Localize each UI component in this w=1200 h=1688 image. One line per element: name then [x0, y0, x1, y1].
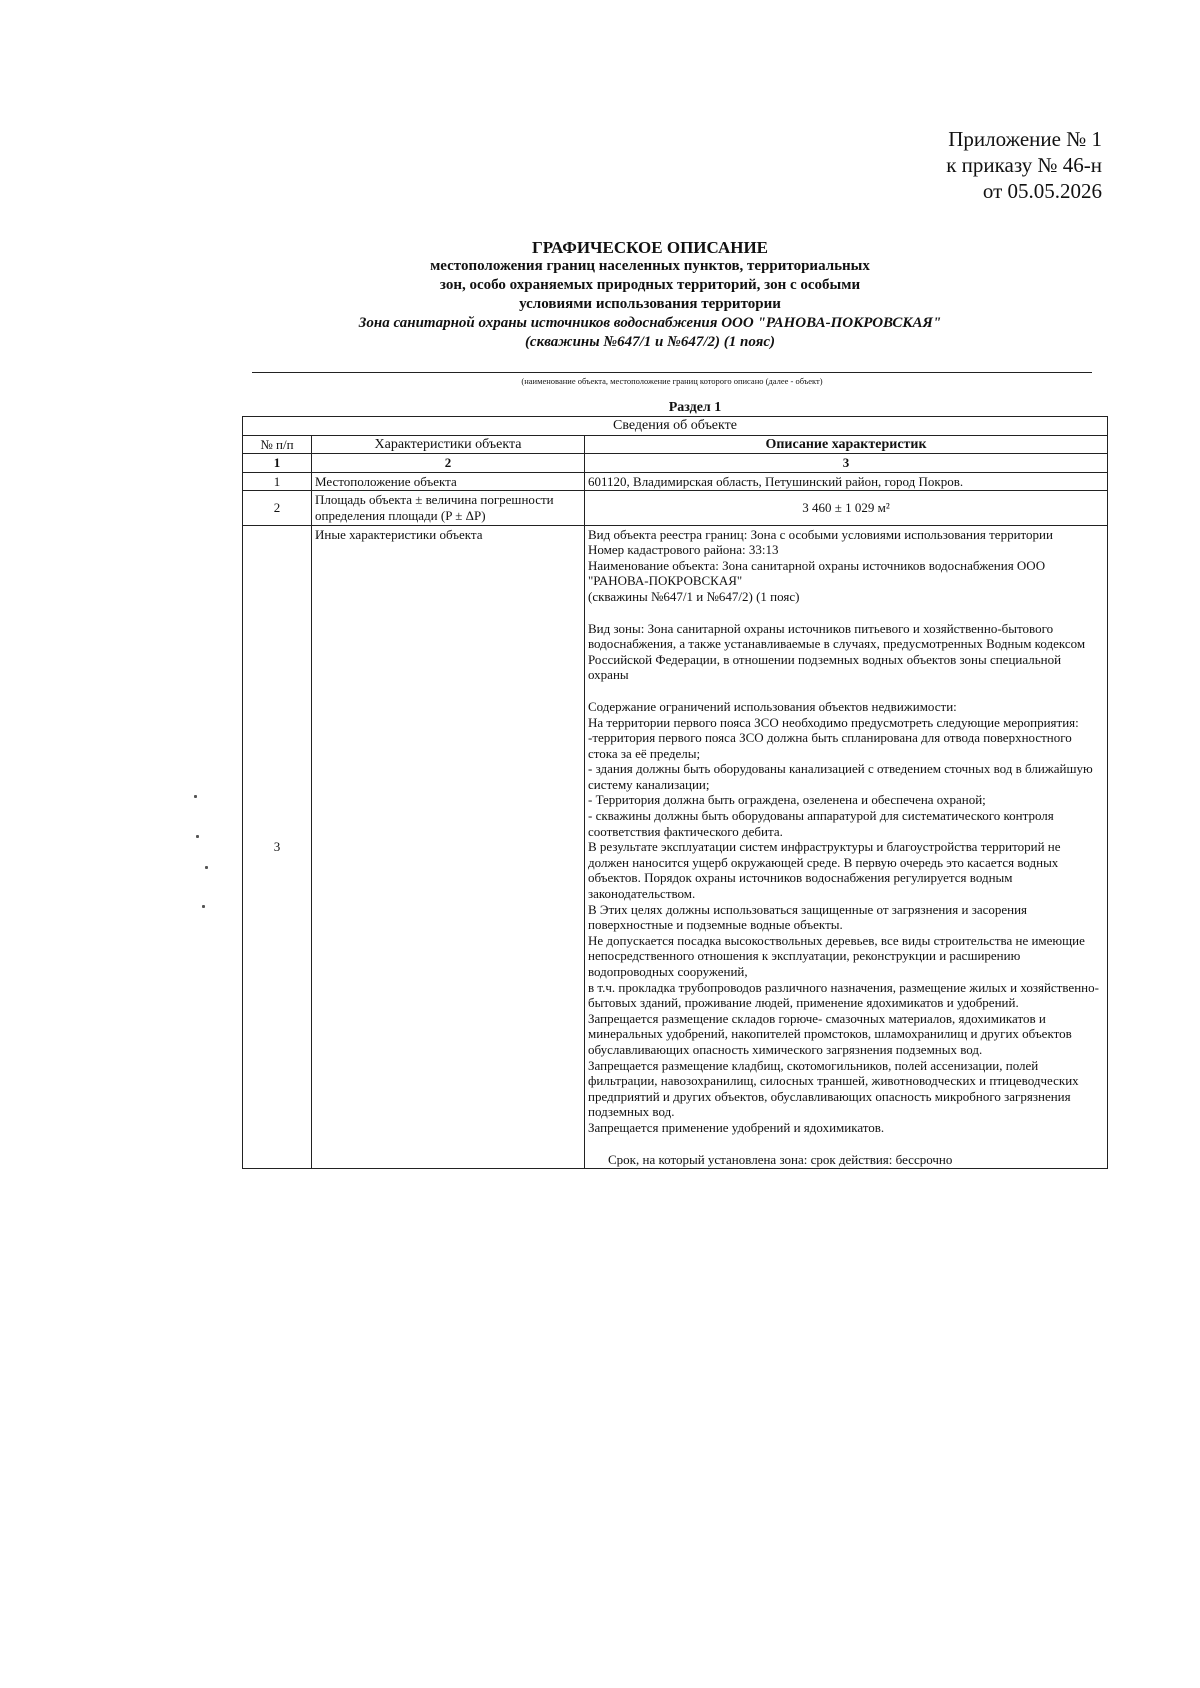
margin-mark: [194, 795, 197, 798]
row-1-characteristic: Местоположение объекта: [312, 472, 585, 491]
title-sub-2: зон, особо охраняемых природных территорий, зон с особыми: [439, 277, 861, 293]
row-3-characteristic: Иные характеристики объекта: [312, 525, 585, 1169]
column-number-1: 1: [243, 454, 312, 473]
description-paragraph: -территория первого пояса ЗСО должна быть спланирована для отвода поверхностного стока за её пределы;: [588, 730, 1072, 761]
column-number-2: 2: [312, 454, 585, 473]
header-num: № п/п: [243, 435, 312, 454]
description-paragraph: в т.ч. прокладка трубопроводов различного назначения, размещение жилых и хозяйственно-бытовых зданий, проживание людей, применение ядохимикатов и удобрений.: [588, 979, 1099, 1011]
row-1-num: 1: [243, 472, 312, 491]
description-paragraph: Не допускается посадка высокоствольных деревьев, все виды строительства не имеющие непосредственного отношения к эксплуатации, реконструкции и расширению водопроводных сооружений,: [588, 932, 1085, 979]
table-row: [243, 472, 1108, 491]
header-characteristic: Характеристики объекта: [312, 435, 585, 454]
row-2-description: 3 460 ± 1 029 м²: [585, 491, 1108, 525]
description-paragraph: На территории первого пояса ЗСО необходимо предусмотреть следующие мероприятия:: [588, 714, 1079, 730]
row-2-num: 2: [243, 491, 312, 525]
appendix-line-1: Приложение № 1: [948, 127, 1102, 151]
paragraph-gap: [588, 683, 1104, 699]
appendix-line-3: от 05.05.2026: [982, 179, 1102, 203]
description-paragraph: Запрещается размещение складов горюче- смазочных материалов, ядохимикатов и минеральных удобрений, накопителей промстоков, шламохранилищ и других объектов обуславливающих опасность химического загрязнения подземных вод.: [588, 1010, 1072, 1057]
table-row: [243, 525, 1108, 1169]
row-3-description-paragraphs: [588, 527, 1104, 1152]
description-paragraph: В результате эксплуатации систем инфраструктуры и благоустройства территорий не должен наносится ущерб окружающей среде. В первую очередь это касается водных объектов. Порядок охраны источников водоснабжения регулируется водным законодательством.: [588, 839, 1061, 902]
description-paragraph: (скважины №647/1 и №647/2) (1 пояс): [588, 588, 800, 604]
table-header-row: [243, 435, 1108, 454]
description-paragraph: Содержание ограничений использования объектов недвижимости:: [588, 698, 957, 714]
appendix-header: [946, 126, 1102, 204]
column-number-row: [243, 454, 1108, 473]
zone-term: Срок, на который установлена зона: срок действия: бессрочно: [608, 1151, 953, 1167]
description-paragraph: - скважины должны быть оборудованы аппаратурой для систематического контроля соответствия фактического дебита.: [588, 808, 1054, 839]
object-info-table: [242, 416, 1108, 1169]
table-title-row: [243, 417, 1108, 436]
section-label: Раздел 1: [668, 400, 722, 415]
description-paragraph: Номер кадастрового района: 33:13: [588, 542, 779, 558]
margin-mark: [202, 905, 205, 908]
description-paragraph: - здания должны быть оборудованы канализацией с отведением сточных вод в ближайшую систему канализации;: [588, 761, 1093, 792]
row-3-num: 3: [243, 525, 312, 1169]
description-paragraph: В Этих целях должны использоваться защищенные от загрязнения и засорения поверхностные и подземные водные объекты.: [588, 901, 1028, 933]
paragraph-gap: [588, 1136, 1104, 1152]
header-description: Описание характеристик: [585, 435, 1108, 454]
table-title: Сведения об объекте: [243, 417, 1108, 436]
document-title: [240, 238, 1060, 352]
paragraph-gap: [588, 605, 1104, 621]
description-paragraph: Наименование объекта: Зона санитарной охраны источников водоснабжения ООО "РАНОВА-ПОКРОВСКАЯ": [588, 557, 1046, 589]
description-paragraph: Вид зоны: Зона санитарной охраны источников питьевого и хозяйственно-бытового водоснабжения, а также устанавливаемые в случаях, предусмотренных Водным кодексом Российской Федерации, в отношении подземных водных объектов зоны специальной охраны: [588, 620, 1086, 683]
object-name-1: Зона санитарной охраны источников водоснабжения ООО "РАНОВА-ПОКРОВСКАЯ": [358, 315, 942, 331]
margin-mark: [196, 835, 199, 838]
description-paragraph: Вид объекта реестра границ: Зона с особыми условиями использования территории: [588, 526, 1053, 542]
object-name-2: (скважины №647/1 и №647/2) (1 пояс): [524, 334, 776, 350]
margin-mark: [205, 866, 208, 869]
title-caption: (наименование объекта, местоположение границ которого описано (далее - объект): [521, 376, 823, 386]
description-paragraph: - Территория должна быть ограждена, озеленена и обеспечена охраной;: [588, 792, 986, 808]
row-3-description: [585, 525, 1108, 1169]
title-underline: [252, 372, 1092, 373]
description-paragraph: Запрещается применение удобрений и ядохимикатов.: [588, 1119, 885, 1135]
title-sub-1: местоположения границ населенных пунктов, территориальных: [430, 258, 870, 274]
table-row: [243, 491, 1108, 525]
row-1-description: 601120, Владимирская область, Петушинский район, город Покров.: [585, 472, 1108, 491]
appendix-line-2: к приказу № 46-н: [946, 153, 1102, 177]
column-number-3: 3: [585, 454, 1108, 473]
description-paragraph: Запрещается размещение кладбищ, скотомогильников, полей ассенизации, полей фильтрации, навозохранилищ, силосных траншей, животноводческих и птицеводческих предприятий и других объектов, обуславливающих опасность микробного загрязнения подземных вод.: [588, 1057, 1079, 1120]
row-2-characteristic: Площадь объекта ± величина погрешности определения площади (P ± ΔP): [312, 491, 585, 525]
title-sub-3: условиями использования территории: [519, 296, 781, 312]
title-main: ГРАФИЧЕСКОЕ ОПИСАНИЕ: [531, 238, 769, 257]
